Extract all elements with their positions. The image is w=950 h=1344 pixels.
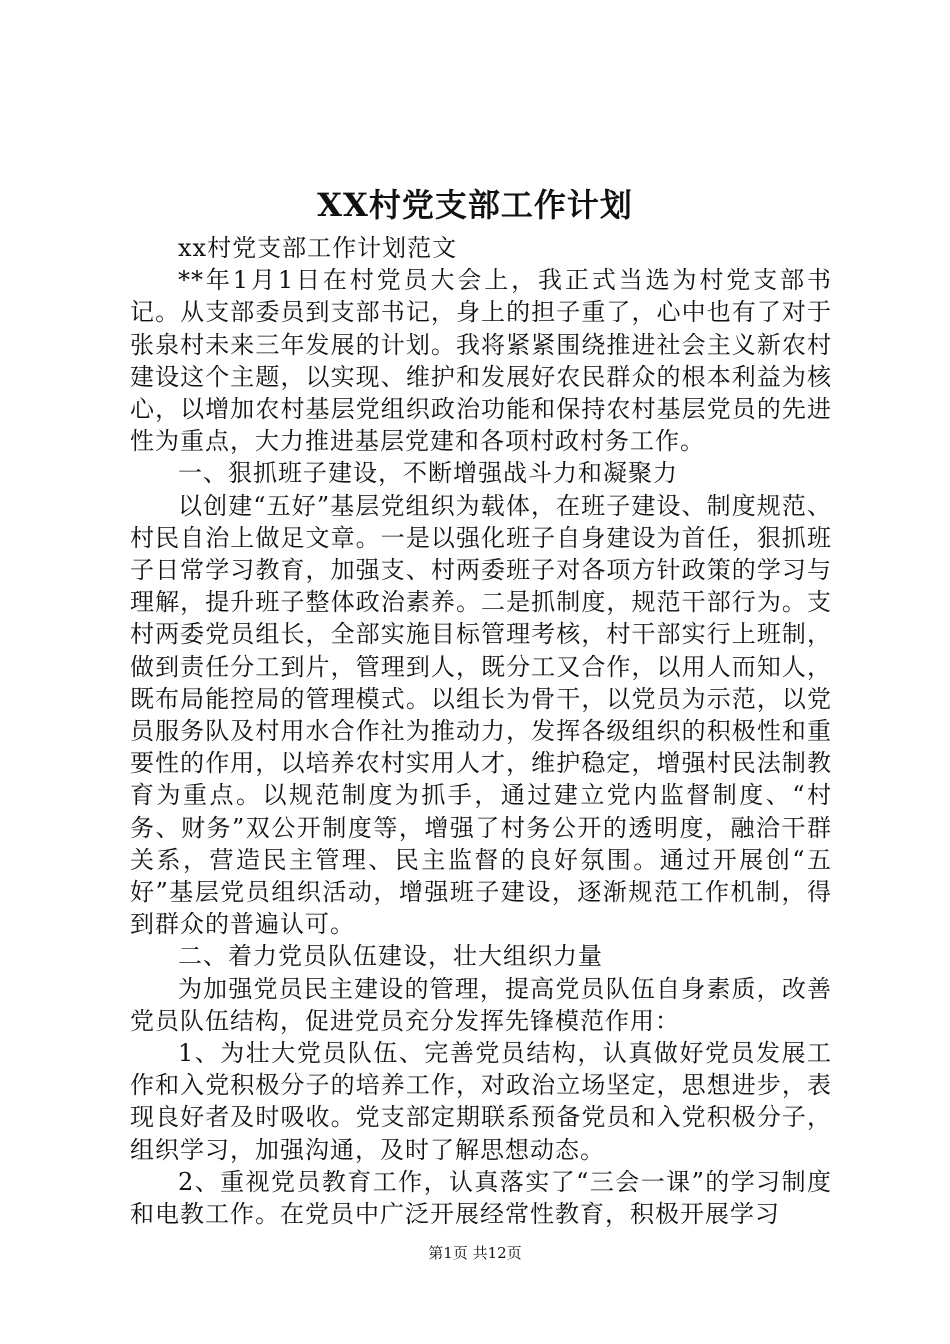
document-body xyxy=(130,232,832,1230)
paragraph-intro: **年1月1日在村党员大会上，我正式当选为村党支部书记。从支部委员到支部书记，身上的担子重了，心中也有了对于张泉村未来三年发展的计划。我将紧紧围绕推进社会主义新农村建设这个主题，以实现、维护和发展好农民群众的根本利益为核心，以增加农村基层党组织政治功能和保持农村基层党员的先进性为重点，大力推进基层党建和各项村政村务工作。 xyxy=(130,266,832,456)
paragraph-subtitle: xx村党支部工作计划范文 xyxy=(178,234,458,262)
section-heading-2: 二、着力党员队伍建设，壮大组织力量 xyxy=(178,942,603,971)
page-number-footer: 第1页 共12页 xyxy=(428,1244,522,1262)
paragraph-section-2-intro: 为加强党员民主建设的管理，提高党员队伍自身素质，改善党员队伍结构，促进党员充分发挥先锋模范作用： xyxy=(130,974,832,1035)
section-heading-1: 一、狠抓班子建设，不断增强战斗力和凝聚力 xyxy=(178,459,678,488)
paragraph-item-2: 2、重视党员教育工作，认真落实了“三会一课”的学习制度和电教工作。在党员中广泛开展经常性教育，积极开展学习 xyxy=(130,1167,832,1229)
document-title: XX村党支部工作计划 xyxy=(317,186,633,224)
paragraph-section-1: 以创建“五好”基层党组织为载体，在班子建设、制度规范、村民自治上做足文章。一是以强化班子自身建设为首任，狠抓班子日常学习教育，加强支、村两委班子对各项方针政策的学习与理解，提升班子整体政治素养。二是抓制度，规范干部行为。支村两委党员组长，全部实施目标管理考核，村干部实行上班制，做到责任分工到片，管理到人，既分工又合作，以用人而知人，既布局能控局的管理模式。以组长为骨干，以党员为示范，以党员服务队及村用水合作社为推动力，发挥各级组织的积极性和重要性的作用，以培养农村实用人才，维护稳定，增强村民法制教育为重点。以规范制度为抓手，通过建立党内监督制度、“村务、财务”双公开制度等，增强了村务公开的透明度，融洽干群关系，营造民主管理、民主监督的良好氛围。通过开展创“五好”基层党员组织活动，增强班子建设，逐渐规范工作机制，得到群众的普遍认可。 xyxy=(130,491,832,939)
paragraph-item-1: 1、为壮大党员队伍、完善党员结构，认真做好党员发展工作和入党积极分子的培养工作，对政治立场坚定，思想进步，表现良好者及时吸收。党支部定期联系预备党员和入党积极分子，组织学习，加强沟通，及时了解思想动态。 xyxy=(130,1039,832,1164)
